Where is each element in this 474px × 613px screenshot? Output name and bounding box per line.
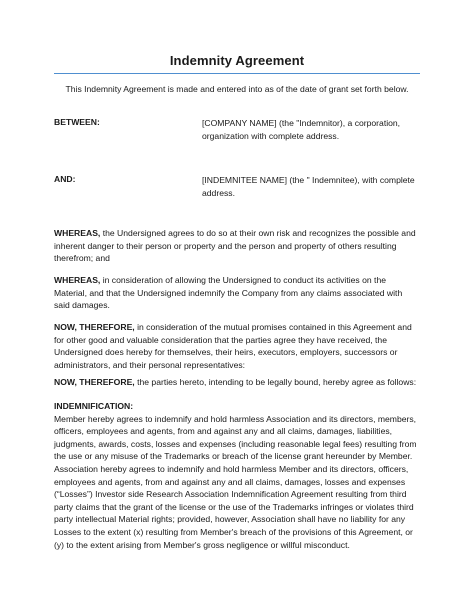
title-divider <box>54 73 420 74</box>
indemnification-heading: INDEMNIFICATION: <box>54 401 134 411</box>
indemnification-paragraph-2: Association hereby agrees to indemnify and hold harmless Member and its directors, officers, employees and agents, from and against any and all claims, damages, losses and expenses (“Losses”) Investor side Research Association Indemnification Agreement resulting from third party claims that the grant of the license or the use of the Trademarks infringes or violates third party intellectual Material rights; provided, however, Association shall have no liability for any Losses to the extent (x) resulting from Member's breach of the provisions of this Agreement, or (y) to the extent arising from Member's gross negligence or willful misconduct. <box>54 463 414 550</box>
between-label: BETWEEN: <box>54 117 100 127</box>
now-therefore-paragraph-1 <box>54 321 420 371</box>
indemnification-section <box>54 400 420 551</box>
indemnification-paragraph-1: Member hereby agrees to indemnify and hold harmless Association and its directors, members, officers, employees and agents, from and against any and all claims, damages, liabilities, judgments, awards, costs, losses and expenses (including reasonable legal fees) resulting from the use or any misuse of the Trademarks or breach of the license grant hereunder by Member. <box>54 413 417 462</box>
between-party-text: [COMPANY NAME] (the "Indemnitor), a corporation, organization with complete address. <box>202 118 401 141</box>
intro-text: This Indemnity Agreement is made and entered into as of the date of grant set forth below. <box>65 84 409 94</box>
and-label: AND: <box>54 174 76 184</box>
document-title: Indemnity Agreement <box>169 53 305 68</box>
whereas-text-2: in consideration of allowing the Undersigned to conduct its activities on the Material, and that the Undersigned indemnify the Company from any claims associated with said damages. <box>54 275 403 311</box>
now-therefore-lead-1: NOW, THEREFORE, <box>54 322 135 332</box>
whereas-lead-1: WHEREAS, <box>54 228 101 238</box>
now-therefore-lead-2: NOW, THEREFORE, <box>54 377 135 387</box>
whereas-text-1: the Undersigned agrees to do so at their own risk and recognizes the possible and inherent danger to their person or property and the person and property of others resulting therefrom; and <box>54 228 416 264</box>
now-therefore-text-2: the parties hereto, intending to be legally bound, hereby agree as follows: <box>134 377 417 387</box>
whereas-paragraph-1 <box>54 227 420 265</box>
and-party-text: [INDEMNITEE NAME] (the " Indemnitee), with complete address. <box>202 175 415 198</box>
whereas-paragraph-2 <box>54 274 420 312</box>
now-therefore-paragraph-2 <box>54 376 420 389</box>
whereas-lead-2: WHEREAS, <box>54 275 101 285</box>
now-therefore-text-1: in consideration of the mutual promises contained in this Agreement and for other good and valuable consideration that the parties agree they have received, the Undersigned does hereby for themselves, their heirs, executors, employers, successors or administrators, and their personal representatives: <box>54 322 412 370</box>
